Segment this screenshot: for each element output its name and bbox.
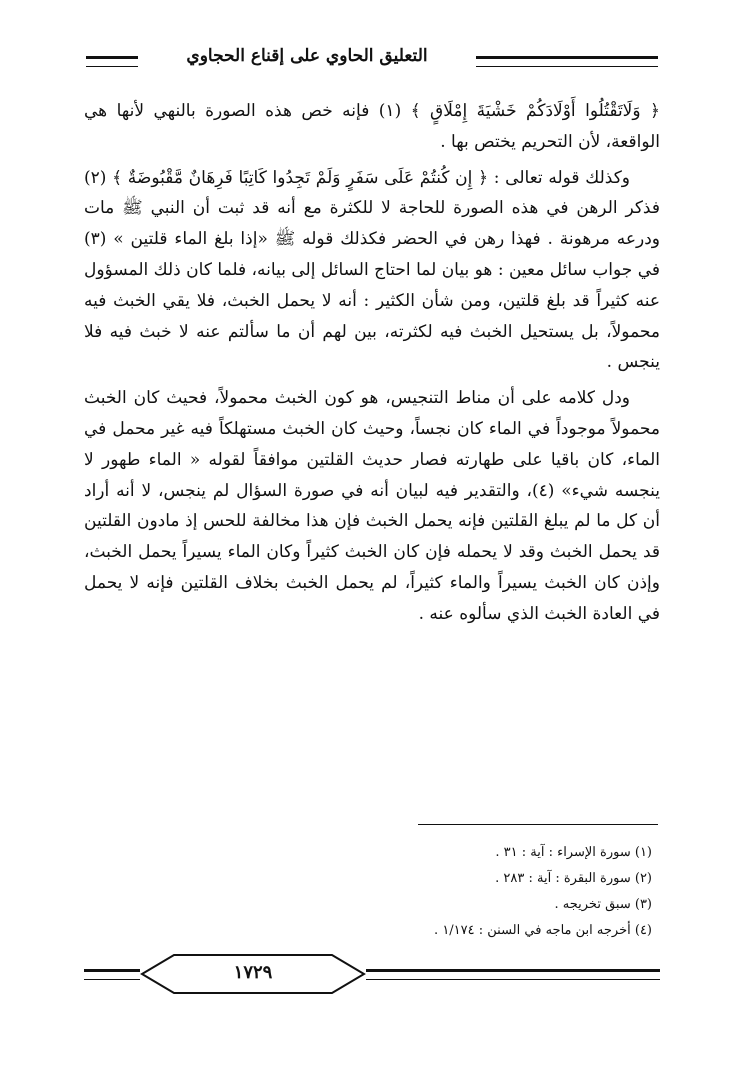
page-footer (84, 952, 660, 1000)
footnote-3: (٣) سبق تخريجه . (554, 897, 652, 912)
page-number: ١٧٢٩ (233, 962, 273, 983)
footnote-separator (418, 824, 658, 825)
paragraph-1: ﴿ وَلَاتَقْتُلُوا أَوْلَادَكُمْ خَشْيَةَ إِمْلَاقٍ ﴾ (١) فإنه خص هذه الصورة بالنهي لأنها هي الواقعة، لأن التحريم يختص بها . (84, 101, 660, 152)
header-rule-right (476, 56, 658, 67)
paragraph-3: ودل كلامه على أن مناط التنجيس، هو كون الخبث محمولاً، فحيث كان الخبث محمولاً موجوداً في الماء كان نجساً، وحيث كان الخبث مستهلكاً فيه غير محمل في الماء، كان باقيا على طهارته فصار حديث القلتين موافقاً لقوله « الماء طهور لا ينجسه شيء» (٤)، والتقدير فيه لبيان أنه في صورة السؤال لم ينجس، لا أنه أراد أن كل ما لم يبلغ القلتين فإنه يحمل الخبث فإن هذا مخالفة للحس إذ مادون القلتين قد يحمل الخبث وقد لا يحمله فإن كان الخبث كثيراً وكان الماء يسيراً يحمل الخبث، وإذن كان الخبث يسيراً والماء كثيراً، لم يحمل الخبث بخلاف القلتين فإنه لا يحمل في العادة الخبث الذي سألوه عنه . (84, 388, 660, 624)
main-text (84, 96, 660, 635)
header-title: التعليق الحاوي على إقناع الحجاوي (186, 46, 428, 66)
footnote-2: (٢) سورة البقرة : آية : ٢٨٣ . (495, 871, 652, 886)
footnote-4: (٤) أخرجه ابن ماجه في السنن : ١/١٧٤ . (434, 923, 652, 938)
footnote-1: (١) سورة الإسراء : آية : ٣١ . (495, 845, 652, 860)
running-header (86, 46, 658, 76)
footer-rule-left (84, 969, 140, 980)
footnotes (300, 840, 652, 944)
footer-rule-right (366, 969, 660, 980)
paragraph-2: وكذلك قوله تعالى : ﴿ إِن كُنتُمْ عَلَى سَفَرٍ وَلَمْ تَجِدُوا كَاتِبًا فَرِهَانٌ مَّقْبُوضَةٌ ﴾ (٢) فذكر الرهن في هذه الصورة للحاجة لا للكثرة مع أنه قد ثبت أن النبي ﷺ مات ودرعه مرهونة . فهذا رهن في الحضر فكذلك قوله ﷺ «إذا بلغ الماء قلتين » (٣) في جواب سائل معين : هو بيان لما احتاج السائل إلى بيانه، فلما كان ذلك المسؤول عنه كثيراً قد بلغ قلتين، ومن شأن الكثير : أنه لا يحمل الخبث، فلا يقي الخبث فيه محمولاً، بل يستحيل الخبث فيه لكثرته، بين لهم أن ما سألتم عنه لا خبث فيه فلا ينجس . (84, 167, 660, 373)
header-rule-left (86, 56, 138, 67)
